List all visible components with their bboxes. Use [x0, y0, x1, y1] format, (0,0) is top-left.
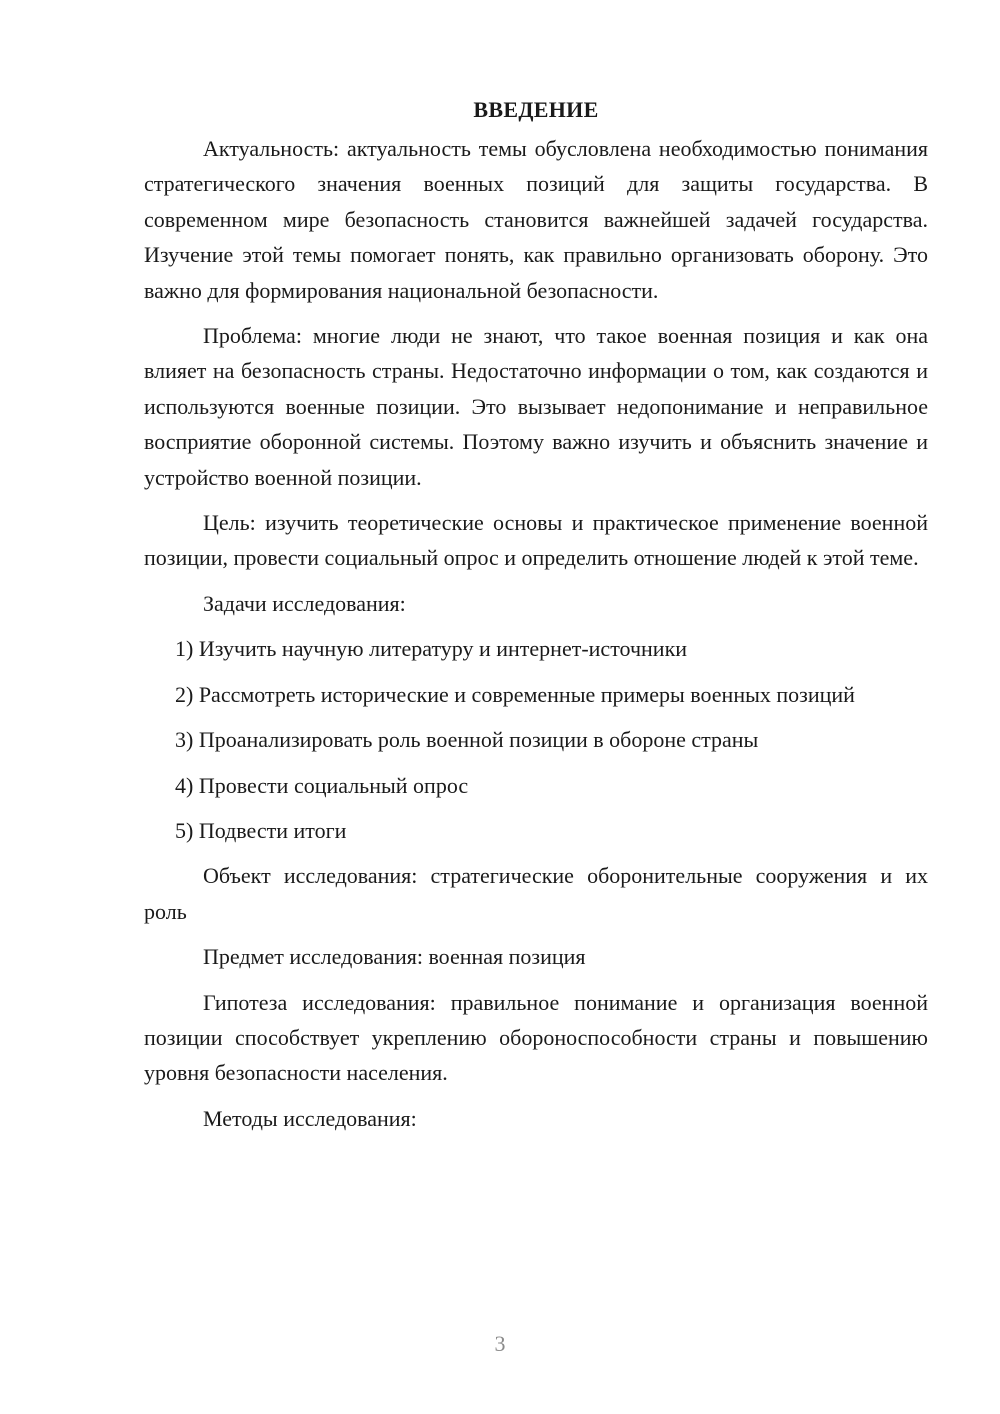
paragraph-tasks-heading: Задачи исследования:: [203, 590, 406, 616]
paragraph-subject: Предмет исследования: военная позиция: [203, 944, 586, 970]
paragraph-methods: Методы исследования:: [203, 1105, 417, 1131]
paragraph-hypothesis: Гипотеза исследования: правильное понимание и организация военной позиции способствует укреплению обороноспособности страны и повышению уровня безопасности населения.: [144, 989, 928, 1086]
page-number: 3: [494, 1331, 506, 1356]
paragraph-relevance: Актуальность: актуальность темы обусловлена необходимостью понимания стратегического значения военных позиций для защиты государства. В современном мире безопасность становится важнейшей задачей государства. Изучение этой темы помогает понять, как правильно организовать оборону. Это важно для формирования национальной безопасности.: [144, 136, 928, 303]
task-item-3: 3) Проанализировать роль военной позиции в обороне страны: [175, 727, 759, 753]
task-item-5: 5) Подвести итоги: [175, 817, 347, 843]
task-item-4: 4) Провести социальный опрос: [175, 772, 469, 798]
paragraph-object: Объект исследования: стратегические оборонительные сооружения и их роль: [144, 863, 928, 924]
paragraph-problem: Проблема: многие люди не знают, что такое военная позиция и как она влияет на безопасность страны. Недостаточно информации о том, как создаются и используются военные позиции. Это вызывает недопонимание и неправильное восприятие оборонной системы. Поэтому важно изучить и объяснить значение и устройство военной позиции.: [144, 323, 928, 490]
task-item-2: 2) Рассмотреть исторические и современные примеры военных позиций: [175, 681, 855, 707]
paragraph-goal: Цель: изучить теоретические основы и практическое применение военной позиции, провести социальный опрос и определить отношение людей к этой теме.: [144, 510, 928, 571]
task-item-1: 1) Изучить научную литературу и интернет-источники: [175, 636, 688, 662]
document-page: [144, 92, 928, 1146]
section-title: ВВЕДЕНИЕ: [473, 97, 599, 122]
